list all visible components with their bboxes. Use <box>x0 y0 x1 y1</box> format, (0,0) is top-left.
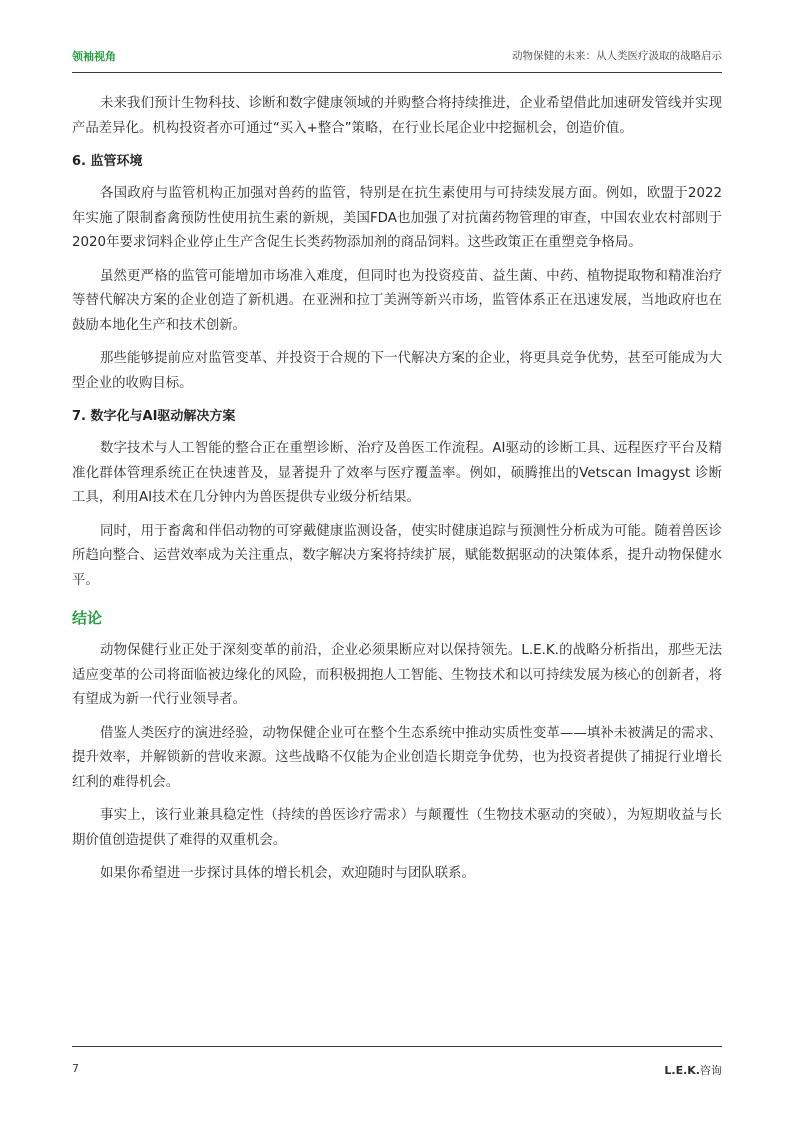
header-section-label: 领袖视角 <box>72 50 116 63</box>
section-heading-regulatory: 6. 监管环境 <box>72 154 143 169</box>
header-document-title: 动物保健的未来：从人类医疗汲取的战略启示 <box>512 50 722 62</box>
conclusion-heading: 结论 <box>72 609 103 627</box>
paragraph: 借鉴人类医疗的演进经验，动物保健企业可在整个生态系统中推动实质性变革——填补未被满足的需求、提升效率，并解锁新的营收来源。这些战略不仅能为企业创造长期竞争优势，也为投资者提供了捕捉行业增长红利的难得机会。 <box>72 725 722 790</box>
paragraph: 数字技术与人工智能的整合正在重塑诊断、治疗及兽医工作流程。AI驱动的诊断工具、远程医疗平台及精准化群体管理系统正在快速普及，显著提升了效率与医疗覆盖率。例如，硕腾推出的Vetscan Imagyst 诊断工具，利用AI技术在几分钟内为兽医提供专业级分析结果。 <box>72 441 722 505</box>
paragraph: 各国政府与监管机构正加强对兽药的监管，特别是在抗生素使用与可持续发展方面。例如，欧盟于2022年实施了限制畜禽预防性使用抗生素的新规，美国FDA也加强了对抗菌药物管理的审查，中国农业农村部则于2020年要求饲料企业停止生产含促生长类药物添加剂的商品饲料。这些政策正在重塑竞争格局。 <box>72 186 722 250</box>
section-heading-digital-ai: 7. 数字化与AI驱动解决方案 <box>72 409 236 424</box>
paragraph: 如果你希望进一步探讨具体的增长机会，欢迎随时与团队联系。 <box>100 866 475 881</box>
brand-suffix: 咨询 <box>700 1064 722 1077</box>
paragraph: 那些能够提前应对监管变革、并投资于合规的下一代解决方案的企业，将更具竞争优势，甚至可能成为大型企业的收购目标。 <box>72 351 722 391</box>
main-content <box>72 92 722 896</box>
header-divider <box>72 72 722 73</box>
paragraph: 虽然更严格的监管可能增加市场准入难度，但同时也为投资疫苗、益生菌、中药、植物提取物和精准治疗等替代解决方案的企业创造了新机遇。在亚洲和拉丁美洲等新兴市场，监管体系正在迅速发展，当地政府也在鼓励本地化生产和技术创新。 <box>72 268 722 333</box>
page-header <box>72 0 722 76</box>
paragraph: 同时，用于畜禽和伴侣动物的可穿戴健康监测设备，使实时健康追踪与预测性分析成为可能。随着兽医诊所趋向整合、运营效率成为关注重点，数字解决方案将持续扩展，赋能数据驱动的决策体系，提升动物保健水平。 <box>72 523 722 588</box>
paragraph: 事实上，该行业兼具稳定性（持续的兽医诊疗需求）与颠覆性（生物技术驱动的突破），为短期收益与长期价值创造提供了难得的双重机会。 <box>72 808 722 848</box>
intro-paragraph: 未来我们预计生物科技、诊断和数字健康领域的并购整合将持续推进，企业希望借此加速研发管线并实现产品差异化。机构投资者亦可通过“买入+整合”策略，在行业长尾企业中挖掘机会，创造价值。 <box>72 96 722 136</box>
footer-divider <box>72 1046 722 1047</box>
page-number: 7 <box>72 1062 79 1075</box>
brand-name: L.E.K. <box>664 1064 700 1077</box>
page-footer <box>72 1046 722 1086</box>
brand-logo <box>664 1062 722 1078</box>
paragraph: 动物保健行业正处于深刻变革的前沿，企业必须果断应对以保持领先。L.E.K.的战略分析指出，那些无法适应变革的公司将面临被边缘化的风险，而积极拥抱人工智能、生物技术和以可持续发展为核心的创新者，将有望成为新一代行业领导者。 <box>72 643 722 707</box>
